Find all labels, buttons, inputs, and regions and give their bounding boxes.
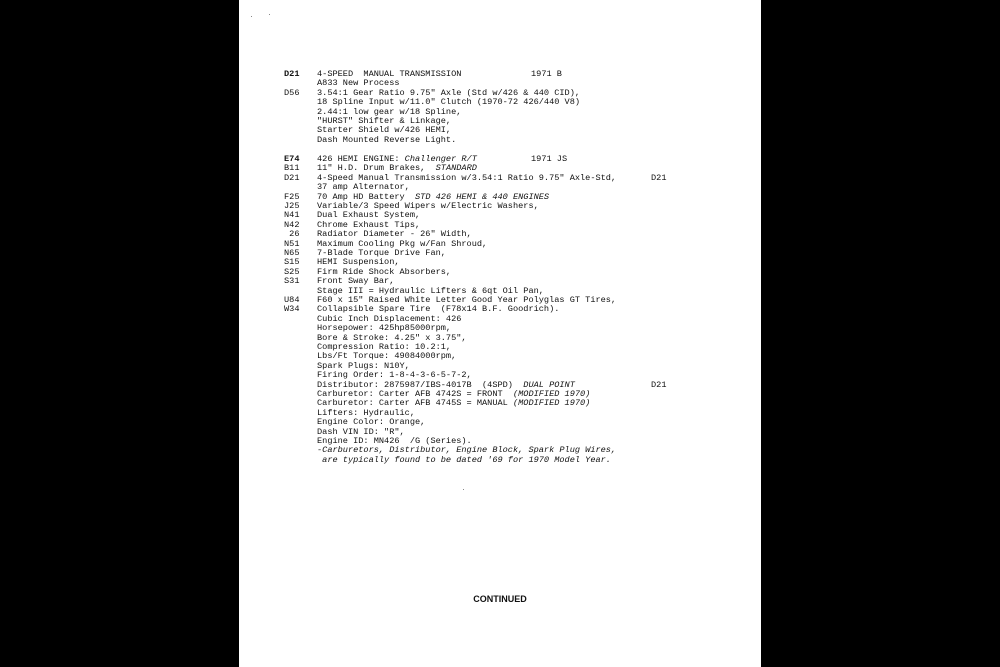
- option-code: D21: [284, 69, 300, 79]
- spec-text-plain: Firing Order: 1-8-4-3-6-5-7-2,: [317, 370, 472, 381]
- spec-text-plain: 2.44:1 low gear w/18 Spline,: [317, 106, 462, 117]
- spec-text-plain: 11" H.D. Drum Brakes,: [317, 163, 436, 174]
- continued-label: CONTINUED: [473, 594, 527, 604]
- scan-speck: [251, 16, 252, 17]
- option-code: F25: [284, 191, 300, 202]
- spec-text-plain: 7-Blade Torque Drive Fan,: [317, 248, 446, 258]
- right-annotation: 1971 B: [531, 69, 562, 79]
- right-annotation: 1971 JS: [531, 154, 568, 164]
- spec-text-italic: (MODIFIED 1970): [512, 398, 591, 409]
- spec-text-plain: Bore & Stroke: 4.25" x 3.75",: [317, 332, 467, 343]
- spec-text-plain: Horsepower: 425hp85000rpm,: [317, 323, 452, 334]
- scan-speck: [463, 489, 464, 490]
- spec-text-plain: Front Sway Bar,: [317, 276, 395, 287]
- spec-text-plain: Starter Shield w/426 HEMI,: [317, 125, 452, 136]
- scan-speck: [269, 14, 270, 15]
- spec-text-plain: Cubic Inch Displacement: 426: [317, 313, 462, 324]
- option-code: S15: [284, 257, 300, 268]
- spec-text-italic: are typically found to be dated '69 for 1970 Model Year.: [317, 454, 611, 465]
- spec-text-plain: Maximum Cooling Pkg w/Fan Shroud,: [317, 238, 488, 249]
- spec-text: [317, 456, 611, 465]
- spec-text-italic: -Carburetors, Distributor, Engine Block, Spark Plug Wires,: [317, 445, 617, 456]
- spec-text-plain: Lifters: Hydraulic,: [317, 407, 415, 418]
- option-code: B11: [284, 163, 300, 174]
- option-code: J25: [284, 201, 300, 211]
- option-code: N41: [284, 210, 300, 221]
- spec-text-plain: Variable/3 Speed Wipers w/Electric Washers,: [317, 201, 539, 211]
- option-code: N65: [284, 248, 300, 258]
- document-page: [239, 0, 761, 667]
- spec-text-plain: Compression Ratio: 10.2:1,: [317, 342, 452, 352]
- spec-text-plain: Engine ID: MN426 /G (Series).: [317, 436, 472, 446]
- spec-text-plain: Stage III = Hydraulic Lifters & 6qt Oil Pan,: [317, 285, 544, 296]
- spec-text-plain: 426 HEMI ENGINE:: [317, 154, 405, 164]
- option-code: S31: [284, 276, 300, 287]
- spec-text-italic: Challenger R/T: [404, 154, 477, 164]
- spec-text-italic: STANDARD: [435, 163, 477, 174]
- option-code: S25: [284, 266, 300, 277]
- spec-text-plain: 3.54:1 Gear Ratio 9.75" Axle (Std w/426 & 440 CID),: [317, 87, 581, 98]
- spec-text-plain: A833 New Process: [317, 78, 400, 89]
- spec-text-plain: Lbs/Ft Torque: 49084000rpm,: [317, 351, 457, 362]
- spec-text-plain: Chrome Exhaust Tips,: [317, 219, 421, 230]
- spec-text-plain: Firm Ride Shock Absorbers,: [317, 266, 452, 277]
- spec-text-plain: 18 Spline Input w/11.0" Clutch (1970-72 426/440 V8): [317, 97, 581, 108]
- spec-text-plain: Carburetor: Carter AFB 4742S = FRONT: [317, 389, 513, 399]
- spec-text-italic: (MODIFIED 1970): [512, 389, 591, 399]
- spec-text-plain: HEMI Suspension,: [317, 257, 400, 268]
- spec-text-plain: Radiator Diameter - 26" Width,: [317, 229, 472, 240]
- spec-text-plain: Dash VIN ID: "R",: [317, 426, 405, 437]
- right-annotation: D21: [651, 379, 667, 390]
- option-code: N42: [284, 219, 300, 230]
- spec-text-plain: 37 amp Alternator,: [317, 182, 410, 193]
- spec-text-plain: Collapsible Spare Tire (F78x14 B.F. Goodrich).: [317, 304, 560, 315]
- right-annotation: D21: [651, 172, 667, 183]
- spec-text-plain: F60 x 15" Raised White Letter Good Year Polyglas GT Tires,: [317, 295, 617, 305]
- spec-text-plain: 70 Amp HD Battery: [317, 191, 415, 202]
- option-code: U84: [284, 295, 300, 305]
- spec-text-plain: 4-SPEED MANUAL TRANSMISSION: [317, 69, 462, 79]
- option-code: 26: [284, 229, 300, 240]
- spec-text-plain: Dual Exhaust System,: [317, 210, 421, 221]
- option-code: E74: [284, 154, 300, 164]
- spec-text-plain: "HURST" Shifter & Linkage,: [317, 116, 452, 126]
- spec-text-plain: Dash Mounted Reverse Light.: [317, 134, 457, 145]
- option-code: N51: [284, 238, 300, 249]
- spec-text-plain: Engine Color: Orange,: [317, 417, 426, 428]
- spec-text-plain: Carburetor: Carter AFB 4745S = MANUAL: [317, 398, 513, 409]
- spec-text-plain: Spark Plugs: N10Y,: [317, 360, 410, 371]
- option-code: W34: [284, 304, 300, 315]
- spec-text-italic: DUAL POINT: [523, 379, 575, 390]
- option-code: D56: [284, 87, 300, 98]
- spec-text-plain: Distributor: 2875987/IBS-4017B (4SPD): [317, 379, 524, 390]
- spec-text-italic: STD 426 HEMI & 440 ENGINES: [415, 191, 550, 202]
- option-code: D21: [284, 172, 300, 183]
- spec-text: [317, 136, 456, 145]
- spec-text-plain: 4-Speed Manual Transmission w/3.54:1 Ratio 9.75" Axle-Std,: [317, 172, 617, 183]
